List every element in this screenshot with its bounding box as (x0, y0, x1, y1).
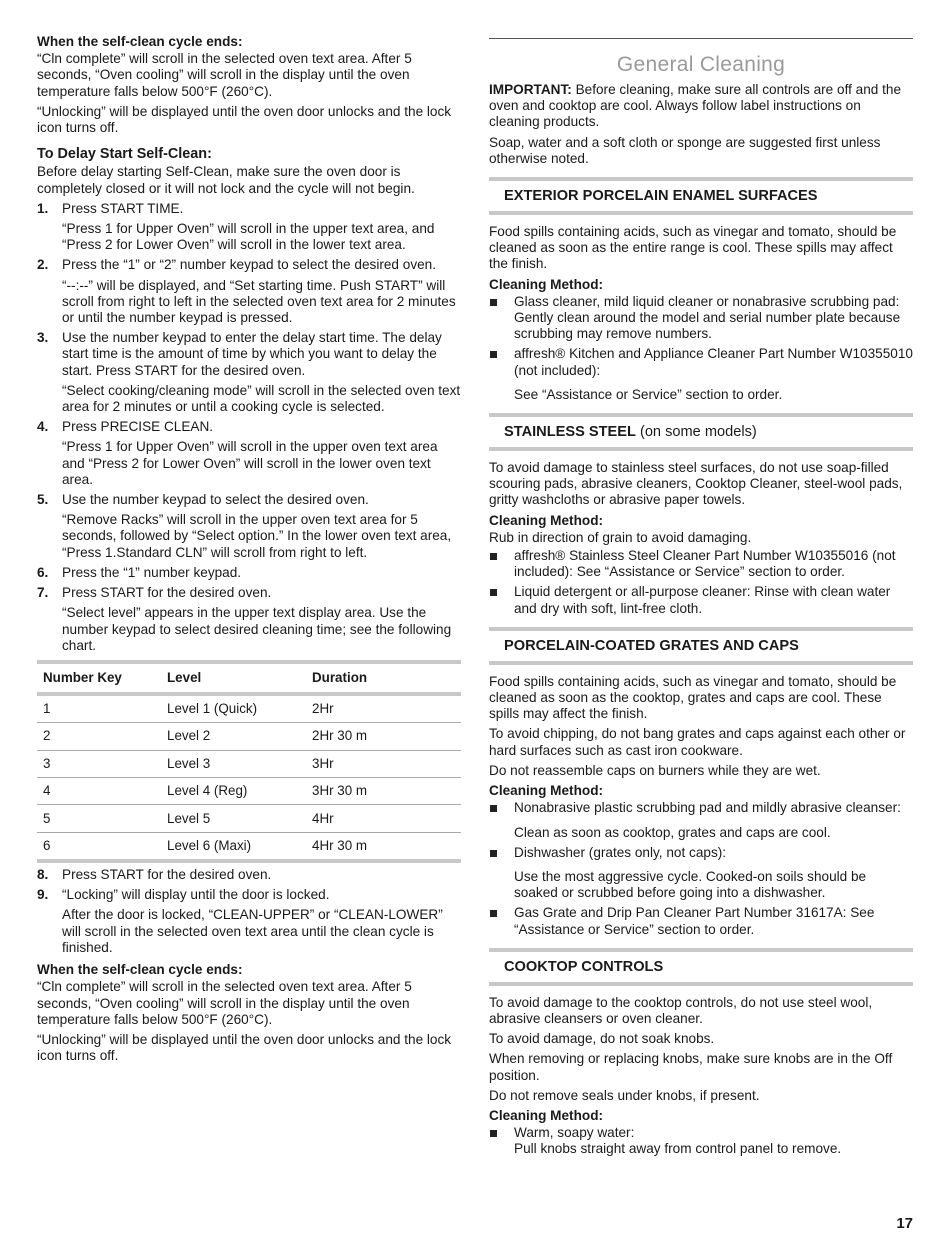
bullet-item (489, 800, 913, 840)
bullet-detail: Clean as soon as cooktop, grates and caps are cool. (514, 824, 831, 840)
stainless-steel-heading (489, 413, 913, 451)
step-detail: “Press 1 for Upper Oven” will scroll in the upper oven text area and “Press 2 for Lower Oven” will scroll in the lower oven text area. (62, 439, 438, 487)
step-text: Press the “1” or “2” number keypad to select the desired oven. (62, 257, 437, 273)
bullet-detail: Use the most aggressive cycle. Cooked-on soils should be soaked or scrubbed before going into a dishwasher. (514, 868, 867, 901)
delay-start-heading: To Delay Start Self-Clean: (37, 146, 212, 163)
bullet-text: Dishwasher (grates only, not caps): (514, 844, 727, 860)
left-column (37, 34, 461, 1068)
step-number: 1. (37, 200, 49, 216)
bullet-text: Gas Grate and Drip Pan Cleaner Part Number 31617A: See “Assistance or Service” section to order. (514, 905, 875, 937)
heading-text: STAINLESS STEEL (504, 424, 636, 441)
cycle-ends-paragraph: “Cln complete” will scroll in the selected oven text area. After 5 seconds, “Oven cooling” will scroll in the display until the oven temperature falls below 500°F (260°C). (37, 979, 412, 1027)
bullet-text: affresh® Kitchen and Appliance Cleaner Part Number W10355010 (not included): (514, 346, 913, 378)
section-title: General Cleaning (489, 38, 913, 77)
page-number: 17 (896, 1215, 913, 1232)
grates-paragraph: Food spills containing acids, such as vinegar and tomato, should be cleaned as soon as the cooktop, grates and caps are cool. These spills may affect the finish. (489, 673, 897, 722)
bullet-text: Warm, soapy water: (514, 1125, 635, 1141)
table-cell: Level 4 (Reg) (161, 778, 306, 805)
step-number: 5. (37, 492, 49, 508)
step-detail: “Select level” appears in the upper text display area. Use the number keypad to select desired cleaning time; see the following chart. (62, 605, 452, 653)
step-detail: After the door is locked, “CLEAN-UPPER” or “CLEAN-LOWER” will scroll in the selected oven text area until the clean cycle is finished. (62, 907, 443, 955)
bullet-text: Nonabrasive plastic scrubbing pad and mildly abrasive cleanser: (514, 800, 901, 816)
step-text: Press START for the desired oven. (62, 585, 272, 601)
cycle-ends-paragraph: “Unlocking” will be displayed until the oven door unlocks and the lock icon turns off. (37, 103, 452, 136)
bullet-text: Glass cleaner, mild liquid cleaner or nonabrasive scrubbing pad: Gently clean around the model and serial number plate because scrubbing may remove numbers. (514, 293, 901, 342)
column-header: Level (161, 662, 306, 694)
bullet-detail: Pull knobs straight away from control panel to remove. (514, 1141, 842, 1157)
step-number: 3. (37, 330, 49, 346)
cleaning-method-label: Cleaning Method: (489, 512, 604, 528)
cleaning-method-label: Cleaning Method: (489, 1107, 604, 1123)
bullet-square-icon (490, 910, 497, 917)
table-header-row (37, 662, 461, 694)
step-item (37, 867, 461, 883)
table-cell: 1 (37, 694, 161, 723)
cooktop-controls-heading: COOKTOP CONTROLS (489, 948, 913, 986)
step-item (37, 565, 461, 581)
important-text: Before cleaning, make sure all controls are off and the oven and cooktop are cool. Always follow label instructions on cleaning products. (489, 82, 902, 130)
table-row (37, 832, 461, 861)
cleaning-method-label: Cleaning Method: (489, 276, 604, 292)
table-cell: Level 3 (161, 750, 306, 777)
table-cell: 2Hr (306, 694, 461, 723)
heading-note: (on some models) (635, 424, 757, 441)
column-header: Number Key (37, 662, 161, 694)
bullet-item (489, 1125, 913, 1157)
table-row (37, 723, 461, 750)
step-number: 4. (37, 419, 49, 435)
bullet-item (489, 346, 913, 403)
step-item (37, 887, 461, 956)
controls-paragraph: To avoid damage to the cooktop controls, do not use steel wool, abrasive cleansers or oven cleaner. (489, 994, 873, 1026)
bullet-square-icon (490, 299, 497, 306)
step-item (37, 419, 461, 488)
table-cell: 2Hr 30 m (306, 723, 461, 750)
delay-steps-list (37, 201, 461, 654)
bullet-item (489, 905, 913, 937)
table-cell: 6 (37, 832, 161, 861)
step-item (37, 201, 461, 254)
step-text: Press PRECISE CLEAN. (62, 419, 214, 435)
grates-paragraph: To avoid chipping, do not bang grates and caps against each other or hard surfaces such as cast iron cookware. (489, 726, 906, 758)
bullet-item (489, 584, 913, 616)
step-text: “Locking” will display until the door is locked. (62, 887, 330, 903)
exterior-porcelain-heading: EXTERIOR PORCELAIN ENAMEL SURFACES (489, 177, 913, 215)
delay-start-intro: Before delay starting Self-Clean, make sure the oven door is completely closed or it will not lock and the cycle will not begin. (37, 164, 415, 196)
table-cell: Level 6 (Maxi) (161, 832, 306, 861)
bullet-square-icon (490, 1130, 497, 1137)
step-item (37, 330, 461, 415)
step-detail: “Remove Racks” will scroll in the upper oven text area for 5 seconds, followed by “Select option.” In the lower oven text area, “Press 1.Standard CLN” will scroll from right to left. (62, 512, 452, 560)
right-column (489, 38, 913, 1162)
grates-caps-heading: PORCELAIN-COATED GRATES AND CAPS (489, 627, 913, 665)
bullet-item (489, 294, 913, 343)
bullet-square-icon (490, 850, 497, 857)
table-cell: 3Hr 30 m (306, 778, 461, 805)
table-row (37, 778, 461, 805)
controls-paragraph: To avoid damage, do not soak knobs. (489, 1031, 715, 1047)
step-item (37, 585, 461, 654)
cleaning-method-label: Cleaning Method: (489, 783, 604, 799)
bullet-item (489, 845, 913, 902)
step-detail: “Press 1 for Upper Oven” will scroll in the upper text area, and “Press 2 for Lower Oven” will scroll in the lower text area. (62, 221, 435, 253)
exterior-paragraph: Food spills containing acids, such as vinegar and tomato, should be cleaned as soon as the entire range is cool. These spills may affect the finish. (489, 224, 897, 272)
stainless-paragraph: To avoid damage to stainless steel surfaces, do not use soap-filled scouring pads, abrasive cleaners, Cooktop Cleaner, steel-wool pads, gritty washcloths or abrasive paper towels. (489, 460, 903, 508)
step-item (37, 257, 461, 326)
step-detail: “--:--” will be displayed, and “Set starting time. Push START” will scroll from right to left in the selected oven text area for 2 minutes or until the number keypad is pressed. (62, 277, 456, 326)
step-text: Press START for the desired oven. (62, 867, 272, 883)
table-cell: Level 5 (161, 805, 306, 832)
step-text: Press the “1” number keypad. (62, 564, 242, 580)
controls-paragraph: Do not remove seals under knobs, if present. (489, 1087, 760, 1103)
table-row (37, 805, 461, 832)
table-cell: Level 2 (161, 723, 306, 750)
step-text: Use the number keypad to enter the delay start time. The delay start time is the amount of time by which you want to delay the start. Press START for the desired oven. (62, 330, 442, 378)
step-item (37, 492, 461, 561)
step-number: 8. (37, 867, 49, 883)
delay-steps-list-continued (37, 867, 461, 956)
table-cell: 5 (37, 805, 161, 832)
important-note (489, 82, 913, 131)
bullet-square-icon (490, 805, 497, 812)
table-cell: 4Hr (306, 805, 461, 832)
cleaning-level-table (37, 660, 461, 863)
step-number: 7. (37, 585, 49, 601)
bullet-detail: See “Assistance or Service” section to order. (514, 386, 783, 402)
step-text: Press START TIME. (62, 200, 184, 216)
table-cell: 3Hr (306, 750, 461, 777)
bullet-square-icon (490, 351, 497, 358)
cycle-ends-paragraph: “Unlocking” will be displayed until the oven door unlocks and the lock icon turns off. (37, 1031, 452, 1064)
step-number: 2. (37, 257, 49, 273)
table-row (37, 694, 461, 723)
step-detail: “Select cooking/cleaning mode” will scroll in the selected oven text area for 2 minutes or until a cooking cycle is selected. (62, 382, 461, 415)
step-number: 9. (37, 887, 49, 903)
bullet-square-icon (490, 589, 497, 596)
table-cell: 3 (37, 750, 161, 777)
table-row (37, 750, 461, 777)
step-text: Use the number keypad to select the desired oven. (62, 492, 369, 508)
cycle-ends-paragraph: “Cln complete” will scroll in the selected oven text area. After 5 seconds, “Oven cooling” will scroll in the display until the oven temperature falls below 500°F (260°C). (37, 51, 412, 99)
controls-paragraph: When removing or replacing knobs, make sure knobs are in the Off position. (489, 1051, 893, 1083)
grates-paragraph: Do not reassemble caps on burners while they are wet. (489, 762, 821, 778)
table-cell: Level 1 (Quick) (161, 694, 306, 723)
column-header: Duration (306, 662, 461, 694)
table-cell: 4Hr 30 m (306, 832, 461, 861)
table-cell: 2 (37, 723, 161, 750)
bullet-item (489, 548, 913, 580)
bullet-text: affresh® Stainless Steel Cleaner Part Number W10355016 (not included): See “Assistance or Service” section to order. (514, 548, 896, 580)
cycle-ends-heading: When the self-clean cycle ends: (37, 34, 243, 49)
soap-note: Soap, water and a soft cloth or sponge are suggested first unless otherwise noted. (489, 134, 881, 166)
step-number: 6. (37, 564, 49, 580)
table-cell: 4 (37, 778, 161, 805)
grain-note: Rub in direction of grain to avoid damaging. (489, 529, 752, 545)
important-label: IMPORTANT: (489, 82, 572, 97)
cycle-ends-heading: When the self-clean cycle ends: (37, 962, 243, 978)
bullet-square-icon (490, 553, 497, 560)
bullet-text: Liquid detergent or all-purpose cleaner: Rinse with clean water and dry with soft, lint-free cloth. (514, 584, 891, 616)
